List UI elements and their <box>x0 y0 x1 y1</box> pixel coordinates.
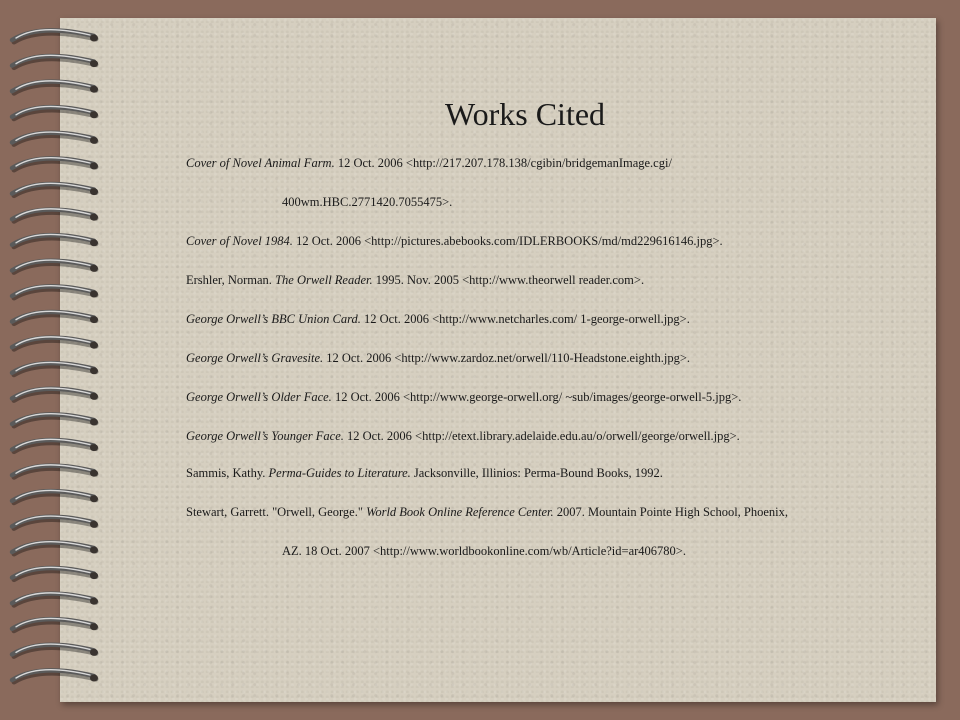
citation-details: 12 Oct. 2006 <http://www.netcharles.com/ 1-george-orwell.jpg>. <box>360 312 690 326</box>
citation-title: George Orwell’s Gravesite. <box>186 351 324 365</box>
citation-details: 1995. Nov. 2005 <http://www.theorwell reader.com>. <box>372 273 645 287</box>
citation-details: 2007. Mountain Pointe High School, Phoenix, <box>553 505 789 519</box>
citation-details: 12 Oct. 2006 <http://www.george-orwell.org/ ~sub/images/george-orwell-5.jpg>. <box>331 390 742 404</box>
citation-bbc-union-card <box>186 312 906 327</box>
citation-details: AZ. 18 Oct. 2007 <http://www.worldbookonline.com/wb/Article?id=ar406780>. <box>282 544 686 558</box>
citation-title: George Orwell’s BBC Union Card. <box>186 312 361 326</box>
citation-title: Cover of Novel Animal Farm. <box>186 156 335 170</box>
citation-details: 12 Oct. 2006 <http://etext.library.adelaide.edu.au/o/orwell/george/orwell.jpg>. <box>343 429 740 443</box>
citation-world-book <box>186 505 906 520</box>
citation-title: Cover of Novel 1984. <box>186 234 293 248</box>
citation-title: The Orwell Reader. <box>275 273 373 287</box>
citation-title: George Orwell’s Older Face. <box>186 390 332 404</box>
citation-animal-farm-cover <box>186 156 906 171</box>
citation-author: Stewart, Garrett. "Orwell, George." <box>186 505 367 519</box>
page-title: Works Cited <box>444 96 606 132</box>
citation-author: Ershler, Norman. <box>186 273 276 287</box>
citation-orwell-reader <box>186 273 906 288</box>
citation-details: 12 Oct. 2006 <http://www.zardoz.net/orwell/110-Headstone.eighth.jpg>. <box>323 351 691 365</box>
citation-perma-guides <box>186 466 906 481</box>
citation-details: 400wm.HBC.2771420.7055475>. <box>282 195 453 209</box>
citation-older-face <box>186 390 906 405</box>
citation-title: Perma-Guides to Literature. <box>268 466 411 480</box>
citation-world-book-continued <box>282 544 960 559</box>
citation-details: 12 Oct. 2006 <http://217.207.178.138/cgibin/bridgemanImage.cgi/ <box>334 156 672 170</box>
citation-gravesite <box>186 351 906 366</box>
citation-animal-farm-cover-continued <box>282 195 960 210</box>
citation-younger-face <box>186 429 906 444</box>
citation-author: Sammis, Kathy. <box>186 466 269 480</box>
citation-details: Jacksonville, Illinios: Perma-Bound Books, 1992. <box>410 466 663 480</box>
citation-title: World Book Online Reference Center. <box>366 505 554 519</box>
citation-details: 12 Oct. 2006 <http://pictures.abebooks.com/IDLERBOOKS/md/md229616146.jpg>. <box>292 234 723 248</box>
citation-title: George Orwell’s Younger Face. <box>186 429 344 443</box>
citation-1984-cover <box>186 234 906 249</box>
